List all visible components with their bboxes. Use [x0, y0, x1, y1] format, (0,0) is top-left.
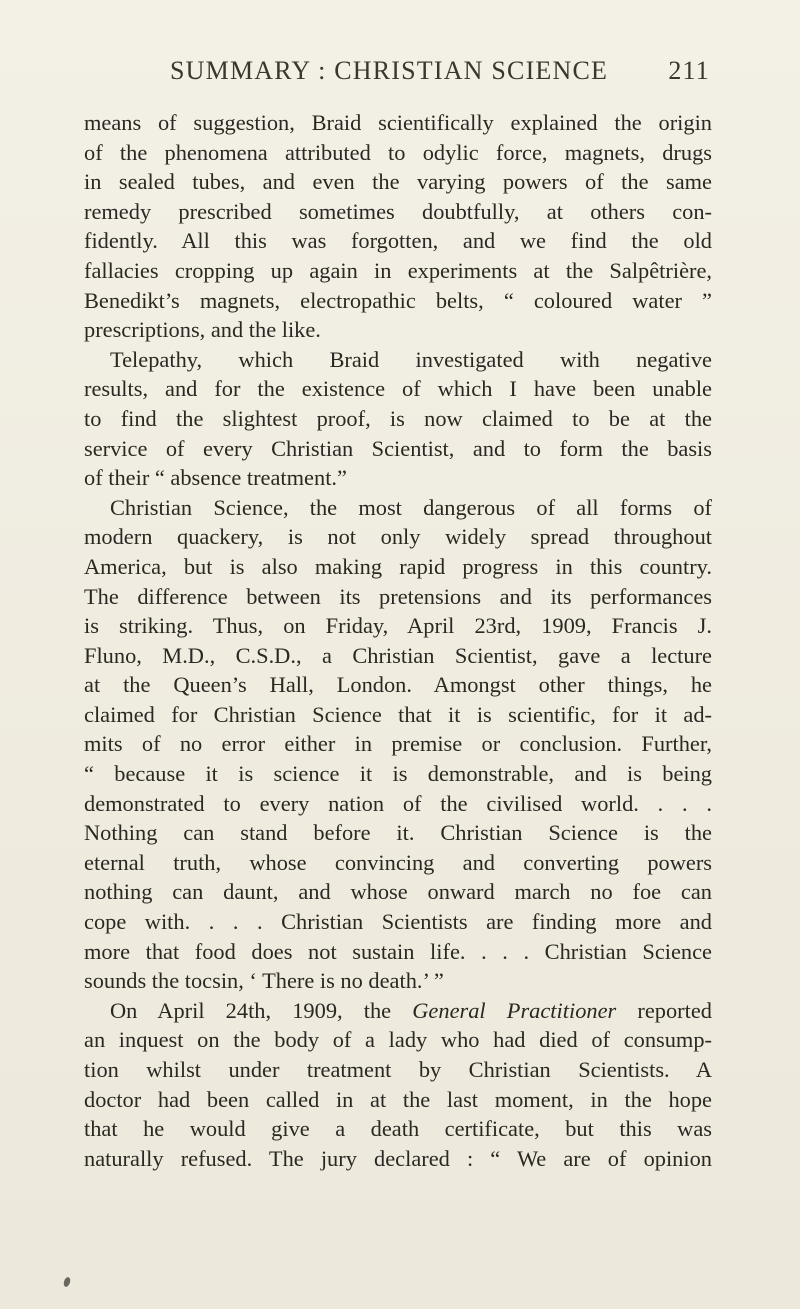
text-line: claimed for Christian Science that it is scientific, for it ad-: [84, 701, 712, 727]
text-line: means of suggestion, Braid scientifically explained the origin: [84, 110, 712, 135]
text-line: fallacies cropping up again in experiments at the Salpêtrière,: [84, 257, 712, 283]
page-number: 211: [668, 56, 710, 85]
text-line-last: prescriptions, and the like.: [84, 317, 321, 343]
text-line: service of every Christian Scientist, and to form the basis: [84, 435, 712, 461]
text-line: an inquest on the body of a lady who had died of consump-: [84, 1027, 712, 1053]
text-line: America, but is also making rapid progress in this country.: [84, 553, 712, 579]
paragraph-3: [84, 493, 712, 996]
text-line: remedy prescribed sometimes doubtfully, at others con-: [84, 198, 712, 224]
text-line: demonstrated to every nation of the civilised world. . . .: [84, 790, 712, 816]
text-line: mits of no error either in premise or conclusion. Further,: [84, 731, 712, 757]
paragraph-1: [84, 108, 712, 345]
text-line: Fluno, M.D., C.S.D., a Christian Scientist, gave a lecture: [84, 642, 712, 668]
text-line: The difference between its pretensions and its performances: [84, 583, 712, 609]
paragraph-4: [84, 996, 712, 1174]
text-line: more that food does not sustain life. . . . Christian Science: [84, 938, 712, 964]
text-line: cope with. . . . Christian Scientists are finding more and: [84, 909, 712, 935]
text-line-first: Christian Science, the most dangerous of all forms of: [110, 494, 712, 520]
text-line-first: [84, 996, 712, 1026]
running-header: [170, 56, 710, 92]
text-line: in sealed tubes, and even the varying powers of the same: [84, 169, 712, 195]
text-line: to find the slightest proof, is now claimed to be at the: [84, 405, 712, 431]
text-line: tion whilst under treatment by Christian Scientists. A: [84, 1057, 712, 1082]
text-line-first: Telepathy, which Braid investigated with negative: [110, 346, 712, 372]
text-line-last: of their “ absence treatment.”: [84, 465, 347, 491]
text-line: naturally refused. The jury declared : “ We are of opinion: [84, 1145, 712, 1171]
text-line: “ because it is science it is demonstrable, and is being: [84, 761, 712, 787]
text-line: nothing can daunt, and whose onward march no foe can: [84, 879, 712, 905]
journal-title: General Practitioner: [412, 997, 617, 1023]
paragraph-2: [84, 345, 712, 493]
text-run: reported: [616, 997, 712, 1023]
running-title: SUMMARY : CHRISTIAN SCIENCE: [170, 56, 609, 85]
text-line: that he would give a death certificate, but this was: [84, 1116, 712, 1142]
text-line: Benedikt’s magnets, electropathic belts, “ coloured water ”: [84, 287, 712, 313]
body-text: [84, 108, 712, 1173]
text-line: eternal truth, whose convincing and converting powers: [84, 849, 712, 875]
text-line: modern quackery, is not only widely spread throughout: [84, 524, 712, 550]
text-line: fidently. All this was forgotten, and we find the old: [84, 228, 712, 254]
text-line: of the phenomena attributed to odylic force, magnets, drugs: [84, 139, 712, 165]
text-line: Nothing can stand before it. Christian Science is the: [84, 820, 712, 846]
text-line: is striking. Thus, on Friday, April 23rd, 1909, Francis J.: [84, 613, 712, 639]
text-line: results, and for the existence of which I have been unable: [84, 376, 712, 402]
text-line-last: sounds the tocsin, ‘ There is no death.’ ”: [84, 968, 444, 994]
text-line: doctor had been called in at the last moment, in the hope: [84, 1086, 712, 1112]
ink-mark: [63, 1276, 72, 1287]
text-run: On April 24th, 1909, the: [110, 997, 413, 1023]
text-line: at the Queen’s Hall, London. Amongst other things, he: [84, 672, 712, 698]
